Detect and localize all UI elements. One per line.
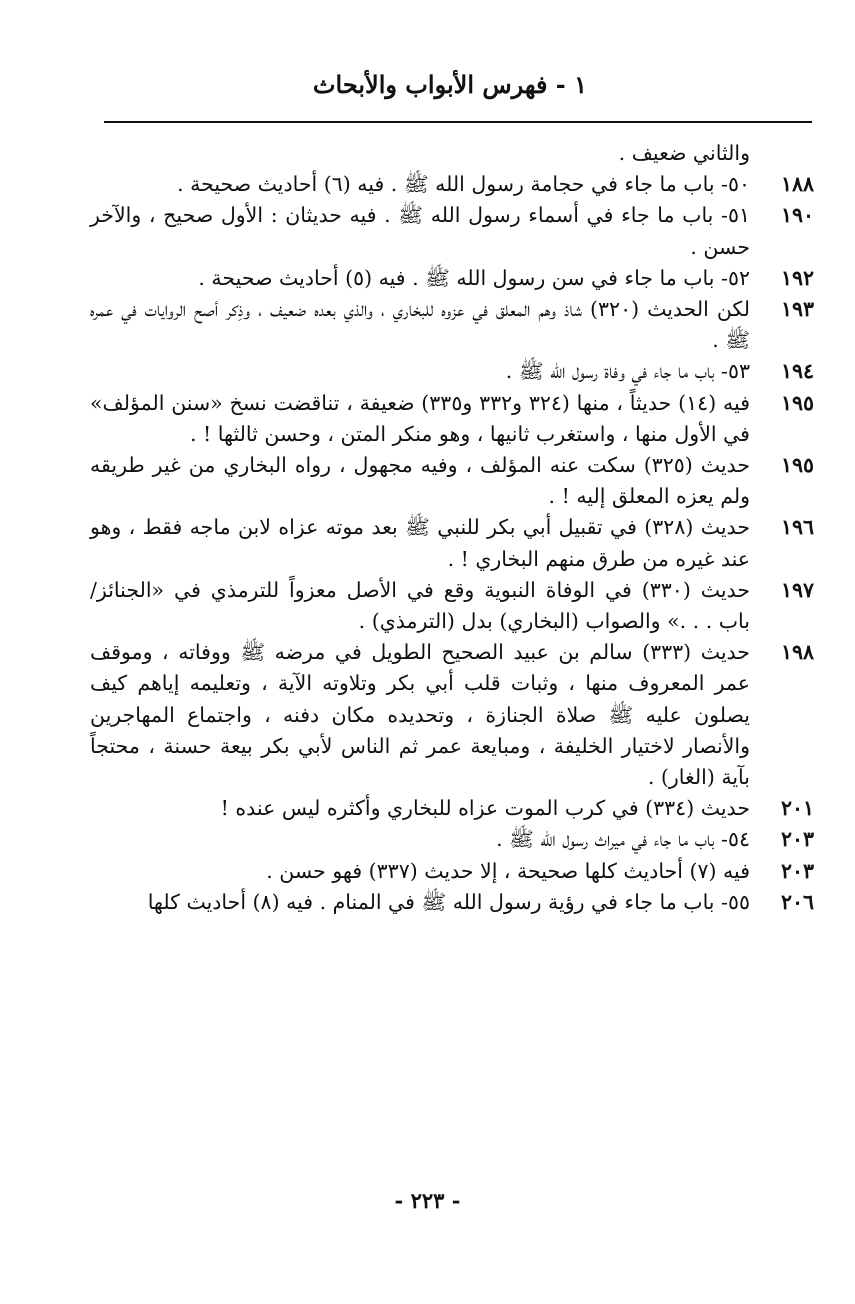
index-entry bbox=[90, 793, 814, 824]
entry-text: حديث (٣٣٠) في الوفاة النبوية وقع في الأصل معزواً للترمذي في «الجنائز/ باب . . .» والصواب (البخاري) بدل (الترمذي) . bbox=[90, 577, 750, 634]
index-entry bbox=[90, 138, 814, 169]
entry-page-number: ١٩٥ bbox=[780, 390, 814, 415]
entry-text: والثاني ضعيف . bbox=[618, 141, 750, 165]
index-entry bbox=[90, 200, 814, 262]
index-entry bbox=[90, 637, 814, 793]
entry-text: ٥٢- باب ما جاء في سن رسول الله ﷺ . فيه (٥) أحاديث صحيحة . bbox=[198, 265, 750, 290]
entry-page-number: ١٩٣ bbox=[780, 297, 814, 322]
page-title: ١ - فهرس الأبواب والأبحاث bbox=[312, 70, 587, 99]
entry-text: ٥٥- باب ما جاء في رؤية رسول الله ﷺ في المنام . فيه (٨) أحاديث كلها bbox=[147, 889, 750, 914]
entry-text: حديث (٣٢٨) في تقبيل أبي بكر للنبي ﷺ بعد موته عزاه لابن ماجه فقط ، وهو عند غيره من طرق منهم البخاري ! . bbox=[90, 515, 750, 571]
entry-text: حديث (٣٣٤) في كرب الموت عزاه للبخاري وأكثره ليس عنده ! bbox=[220, 796, 750, 821]
entry-page-number: ١٨٨ bbox=[780, 172, 814, 197]
entry-text: لكن الحديث (٣٢٠) شاذ وهم المعلق في عزوه للبخاري ، والذي بعده ضعيف ، وذِكر أصح الروايات في عمره ﷺ . bbox=[90, 297, 750, 353]
header-divider bbox=[104, 121, 812, 123]
page-number: - ٢٢٣ - bbox=[394, 1188, 461, 1213]
entry-page-number: ١٩٦ bbox=[780, 515, 814, 540]
entry-text: فيه (٧) أحاديث كلها صحيحة ، إلا حديث (٣٣٧) فهو حسن . bbox=[266, 858, 750, 883]
index-entry bbox=[90, 824, 814, 855]
index-entry bbox=[90, 388, 814, 450]
entry-page-number: ٢٠٣ bbox=[780, 858, 814, 883]
entry-page-number: ١٩٢ bbox=[780, 265, 814, 290]
entry-page-number: ٢٠١ bbox=[780, 796, 814, 821]
entry-text: حديث (٣٣٣) سالم بن عبيد الصحيح الطويل في مرضه ﷺ ووفاته ، وموقف عمر المعروف منها ، وثبات قلب أبي بكر وتلاوته الآية ، وتعليمه إياهم كيف يصلون عليه ﷺ صلاة الجنازة ، وتحديده مكان دفنه ، واجتماع المهاجرين والأنصار لاختيار الخليفة ، ومبايعة عمر ثم الناس لأبي بكر بيعة حسنة ، محتجاً بآية (الغار) . bbox=[90, 640, 750, 790]
entry-text: فيه (١٤) حديثاً ، منها (٣٢٤ و٣٣٢ و٣٣٥) ضعيفة ، تناقضت نسخ «سنن المؤلف» في الأول منها ، واستغرب ثانيها ، وهو منكر المتن ، وحسن ثالثها ! . bbox=[90, 390, 750, 446]
entry-page-number: ٢٠٦ bbox=[780, 889, 814, 914]
index-entry bbox=[90, 294, 814, 356]
index-entry bbox=[90, 263, 814, 294]
entry-page-number: ١٩٧ bbox=[780, 577, 814, 602]
index-entry bbox=[90, 356, 814, 387]
index-entry bbox=[90, 575, 814, 637]
entry-page-number: ١٩٨ bbox=[780, 640, 814, 665]
entry-text: ٥٣- باب ما جاء في وفاة رسول الله ﷺ . bbox=[505, 359, 750, 384]
entry-text: حديث (٣٢٥) سكت عنه المؤلف ، وفيه مجهول ، رواه البخاري من غير طريقه ولم يعزه المعلق إليه ! . bbox=[90, 453, 750, 509]
entry-text: ٥٠- باب ما جاء في حجامة رسول الله ﷺ . فيه (٦) أحاديث صحيحة . bbox=[177, 172, 750, 197]
index-entry bbox=[90, 450, 814, 512]
entry-text: ٥٤- باب ما جاء في ميراث رسول الله ﷺ . bbox=[496, 827, 750, 852]
entry-page-number: ١٩٤ bbox=[780, 359, 814, 384]
index-entries bbox=[90, 138, 814, 918]
entry-page-number: ١٩٥ bbox=[780, 453, 814, 478]
index-entry bbox=[90, 887, 814, 918]
entry-page-number: ٢٠٣ bbox=[780, 827, 814, 852]
index-entry bbox=[90, 169, 814, 200]
entry-text: ٥١- باب ما جاء في أسماء رسول الله ﷺ . فيه حديثان : الأول صحيح ، والآخر حسن . bbox=[90, 203, 750, 259]
index-entry bbox=[90, 512, 814, 574]
entry-page-number: ١٩٠ bbox=[780, 203, 814, 228]
index-entry bbox=[90, 856, 814, 887]
